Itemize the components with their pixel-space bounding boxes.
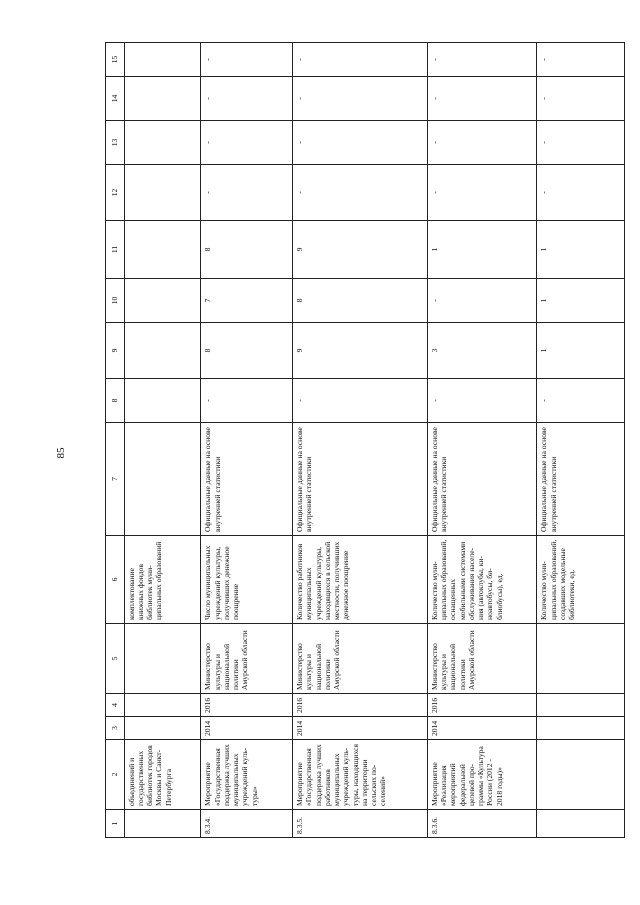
table-cell: - xyxy=(427,77,536,121)
table-cell: 2014 xyxy=(427,717,536,740)
table-cell: 1 xyxy=(427,221,536,279)
header-cell: 9 xyxy=(106,323,125,379)
table-cell: - xyxy=(537,77,625,121)
table-cell: - xyxy=(537,121,625,165)
table-cell: 9 xyxy=(293,221,428,279)
table-cell: Официальные данные на основе внутренней статистики xyxy=(537,423,625,536)
header-cell: 4 xyxy=(106,694,125,717)
table-cell xyxy=(124,423,201,536)
table-row xyxy=(293,43,428,838)
table-cell: 1 xyxy=(537,221,625,279)
header-cell: 10 xyxy=(106,279,125,323)
table-cell: Мероприятие «Реализация мероприятий федеральной целевой программы «Культура России (2012 - 2018 годы)» xyxy=(427,740,536,810)
table-cell: 8.3.6. xyxy=(427,810,536,838)
table-cell: 2016 xyxy=(201,694,293,717)
table-cell xyxy=(124,810,201,838)
table-cell: - xyxy=(293,77,428,121)
table-cell: 3 xyxy=(427,323,536,379)
table-cell: - xyxy=(201,77,293,121)
table-cell: 9 xyxy=(293,323,428,379)
table-cell: объединений и государственных библиотек городов Москвы и Санкт-Петербурга xyxy=(124,740,201,810)
table-cell: 7 xyxy=(201,279,293,323)
table-cell: 1 xyxy=(537,279,625,323)
table-cell: - xyxy=(201,121,293,165)
table-cell: - xyxy=(201,43,293,77)
table-cell: Количество муниципальных образований, создавших модельные библиотеки, ед. xyxy=(537,536,625,624)
header-cell: 14 xyxy=(106,77,125,121)
table-cell: Количество муниципальных образований, оснащенных мобильными системами обслуживания населения (автоклубы, киноавтобусы, библиобусы), ед. xyxy=(427,536,536,624)
page-number: 85 xyxy=(55,447,67,459)
table-cell: Официальные данные на основе внутренней статистики xyxy=(293,423,428,536)
header-row xyxy=(106,43,125,838)
header-cell: 7 xyxy=(106,423,125,536)
table-cell xyxy=(124,717,201,740)
table-cell: 2016 xyxy=(293,694,428,717)
table-cell xyxy=(124,43,201,77)
table-cell xyxy=(124,694,201,717)
table-cell xyxy=(124,624,201,694)
table-cell: 2014 xyxy=(293,717,428,740)
table-cell: - xyxy=(427,121,536,165)
table-cell: Количество работников муниципальных учреждений культуры, находящихся в сельской местности, получивших денежное поощрение xyxy=(293,536,428,624)
table-cell: 8 xyxy=(201,323,293,379)
table-cell: Мероприятие «Государственная поддержка лучших муниципальных учреждений культуры» xyxy=(201,740,293,810)
table-cell: - xyxy=(427,43,536,77)
table-cell: 2014 xyxy=(201,717,293,740)
table-cell xyxy=(124,77,201,121)
table-cell: 1 xyxy=(537,323,625,379)
table-cell: - xyxy=(293,165,428,221)
table-cell: Официальные данные на основе внутренней статистики xyxy=(427,423,536,536)
table-cell: - xyxy=(537,165,625,221)
table-cell xyxy=(537,740,625,810)
table-cell xyxy=(124,379,201,423)
table-cell: - xyxy=(427,279,536,323)
table-row xyxy=(427,43,536,838)
table-cell: Официальные данные на основе внутренней статистики xyxy=(201,423,293,536)
table-cell xyxy=(124,279,201,323)
table-cell xyxy=(537,624,625,694)
table-cell: - xyxy=(427,165,536,221)
header-cell: 2 xyxy=(106,740,125,810)
table-cell: 8.3.5. xyxy=(293,810,428,838)
header-cell: 13 xyxy=(106,121,125,165)
table-row xyxy=(537,43,625,838)
header-cell: 6 xyxy=(106,536,125,624)
table-cell: 2016 xyxy=(427,694,536,717)
table-cell: Министерство культуры и национальной политики Амурской области xyxy=(293,624,428,694)
table-cell xyxy=(124,323,201,379)
table-row xyxy=(201,43,293,838)
table-cell xyxy=(537,694,625,717)
header-cell: 8 xyxy=(106,379,125,423)
rotated-table-wrapper xyxy=(105,55,625,838)
table-cell: Министерство культуры и национальной политики Амурской области xyxy=(427,624,536,694)
table-row xyxy=(124,43,201,838)
table-cell xyxy=(537,717,625,740)
table-cell: комплектование книжных фондов библиотек муниципальных образований xyxy=(124,536,201,624)
header-cell: 3 xyxy=(106,717,125,740)
table-cell: - xyxy=(537,43,625,77)
header-cell: 1 xyxy=(106,810,125,838)
table-cell: - xyxy=(201,165,293,221)
data-table xyxy=(105,42,625,838)
table-cell: - xyxy=(293,379,428,423)
header-cell: 15 xyxy=(106,43,125,77)
table-cell: Мероприятие «Государственная поддержка лучших работников муниципальных учреждений культуры, находящихся на территории сельских поселений» xyxy=(293,740,428,810)
table-cell: Число муниципальных учреждений культуры, получивших денежное поощрение xyxy=(201,536,293,624)
table-cell: 8 xyxy=(201,221,293,279)
table-cell: - xyxy=(293,121,428,165)
table-cell xyxy=(124,165,201,221)
table-cell: - xyxy=(427,379,536,423)
table-cell: - xyxy=(537,379,625,423)
table-cell: - xyxy=(201,379,293,423)
header-cell: 12 xyxy=(106,165,125,221)
table-cell: - xyxy=(293,43,428,77)
table-cell xyxy=(537,810,625,838)
header-cell: 11 xyxy=(106,221,125,279)
table-cell: 8 xyxy=(293,279,428,323)
table-cell: 8.3.4. xyxy=(201,810,293,838)
table-cell xyxy=(124,121,201,165)
header-cell: 5 xyxy=(106,624,125,694)
table-cell: Министерство культуры и национальной политики Амурской области xyxy=(201,624,293,694)
table-cell xyxy=(124,221,201,279)
